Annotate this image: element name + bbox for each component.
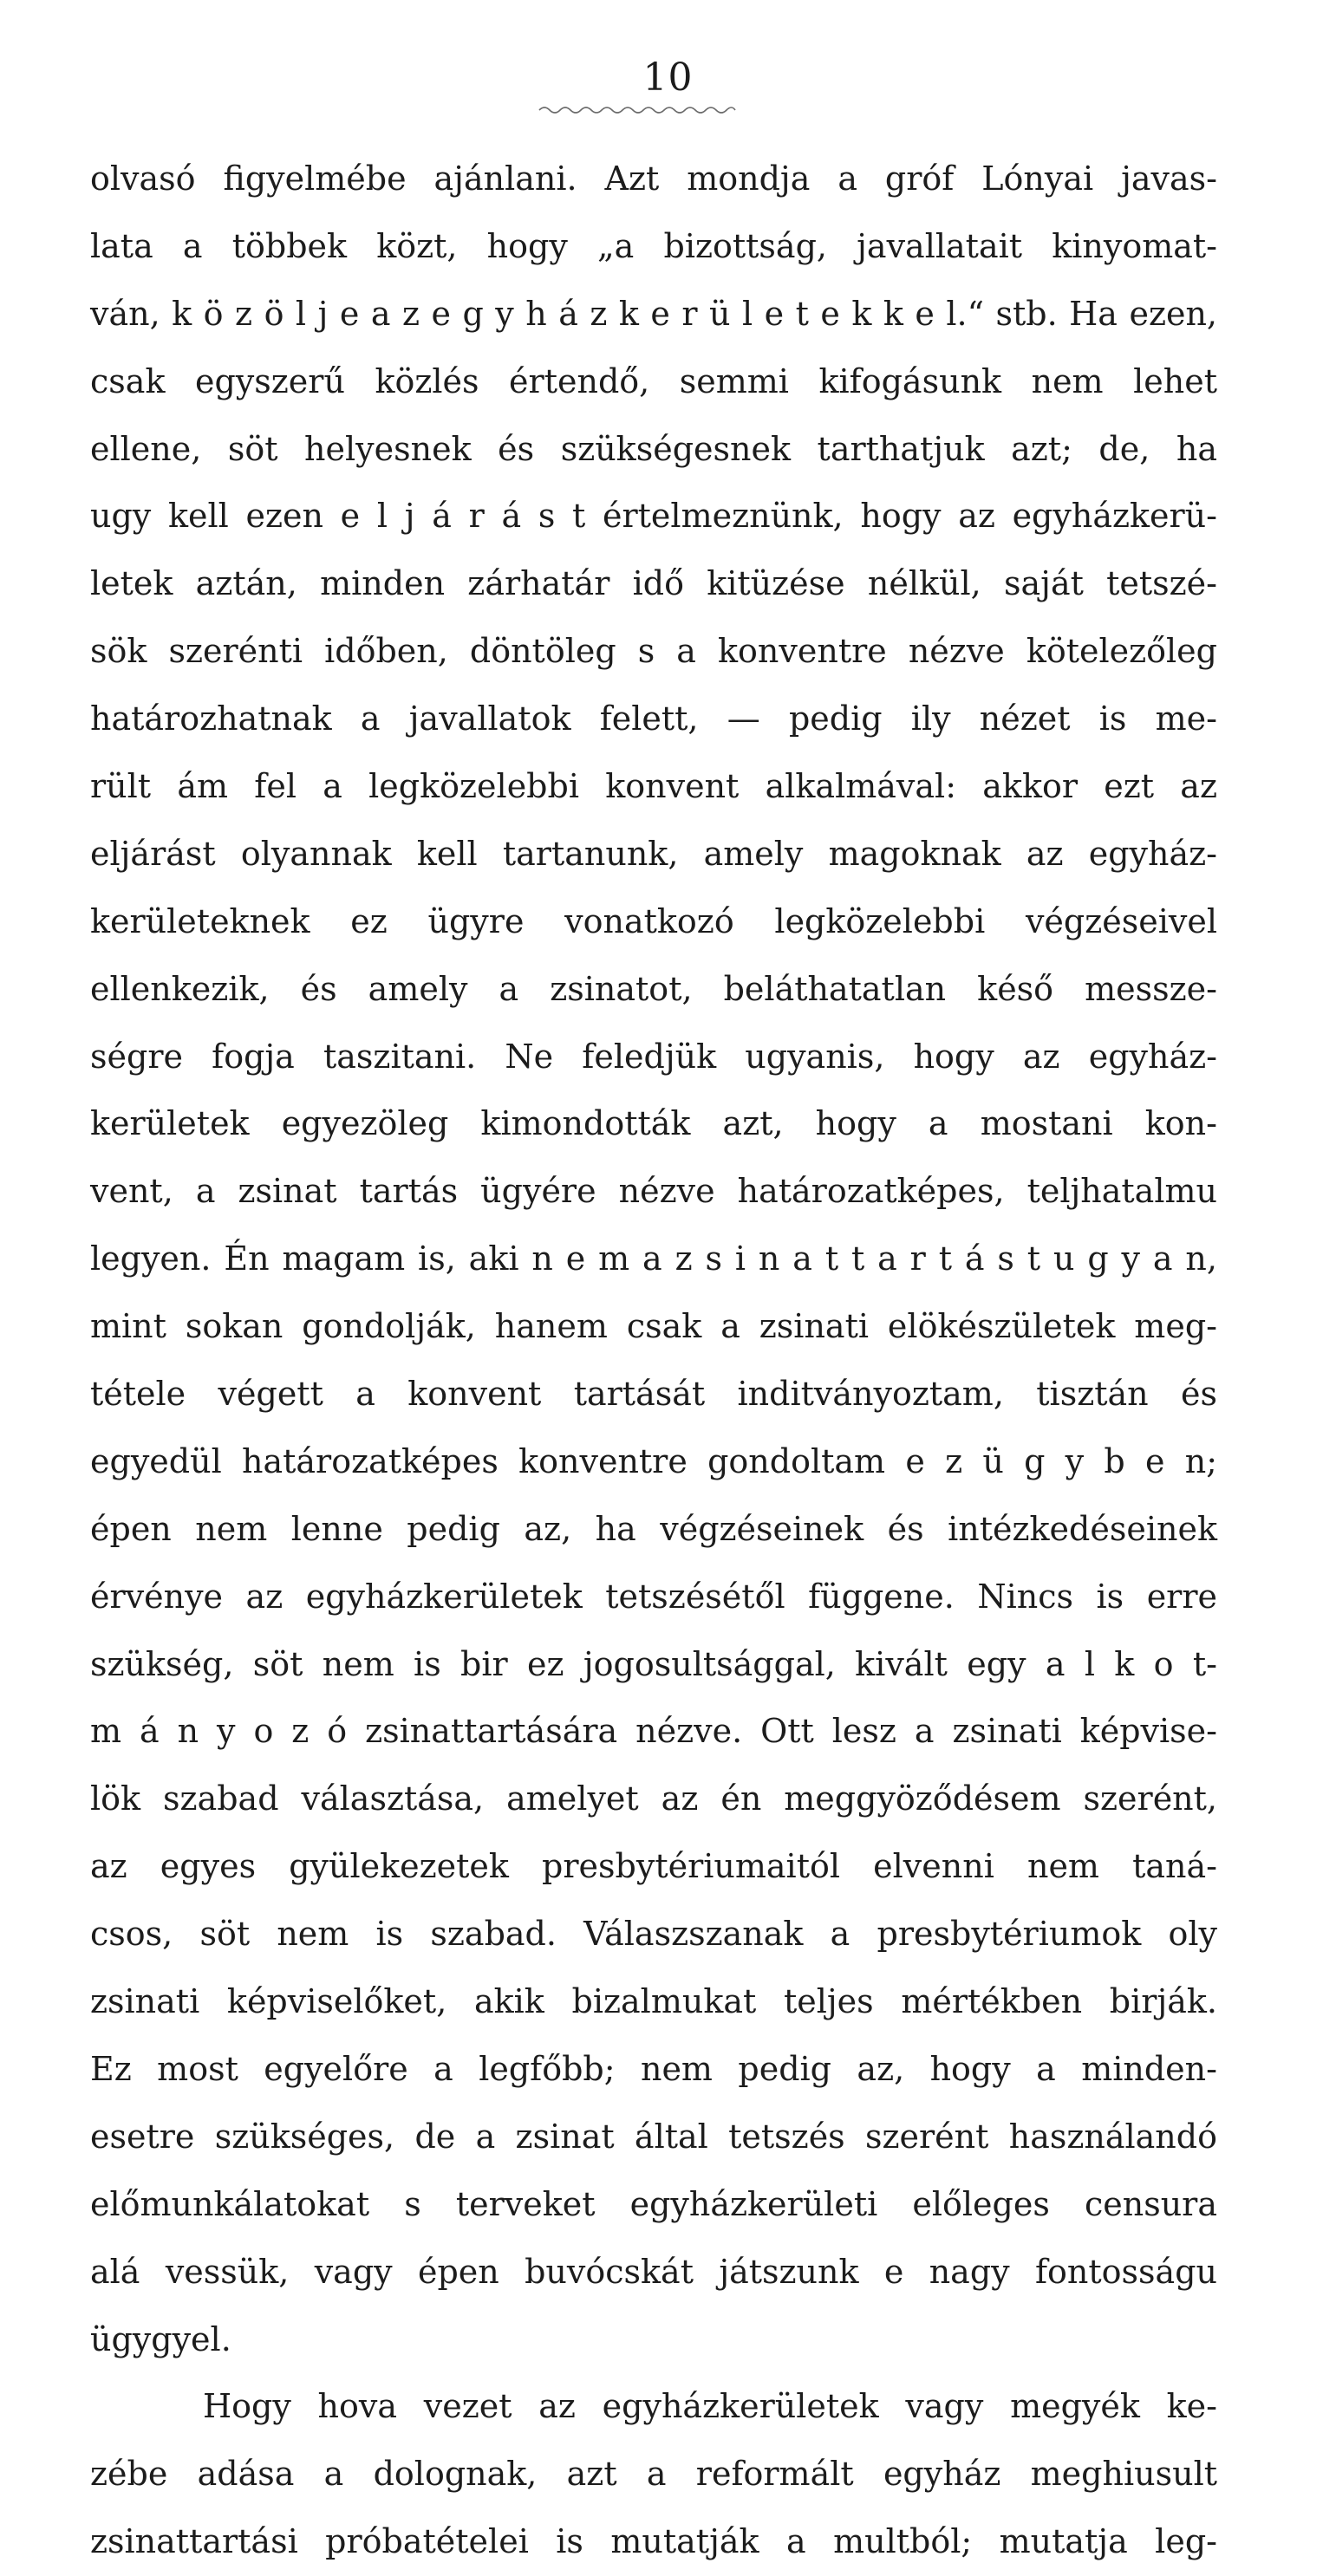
text-line: ügygyel.	[90, 2319, 231, 2358]
text-line: ugy kell ezen e l j á r á s t értelmeznünk, hogy az egyházkerü-	[90, 497, 1217, 536]
text-line: vent, a zsinat tartás ügyére nézve határozatképes, teljhatalmu	[90, 1172, 1217, 1211]
text-line: esetre szükséges, de a zsinat által tetszés szerént használandó	[90, 2117, 1217, 2156]
text-line: kerületeknek ez ügyre vonatkozó legközelebbi végzéseivel	[90, 901, 1217, 940]
text-line: eljárást olyannak kell tartanunk, amely magoknak az egyház-	[90, 834, 1217, 873]
text-line: zébe adása a dolognak, azt a reformált egyház meghiusult	[90, 2455, 1217, 2494]
text-line: érvénye az egyházkerületek tetszésétől függene. Nincs is erre	[90, 1577, 1217, 1616]
page-number: 10	[642, 55, 694, 100]
text-line: ellene, söt helyesnek és szükségesnek tarthatjuk azt; de, ha	[90, 429, 1217, 468]
text-line: Ez most egyelőre a legfőbb; nem pedig az, hogy a minden-	[90, 2049, 1217, 2088]
text-line: zsinati képviselőket, akik bizalmukat teljes mértékben birják.	[90, 1982, 1217, 2021]
text-line: m á n y o z ó zsinattartására nézve. Ott lesz a zsinati képvise-	[90, 1712, 1217, 1751]
text-line: ellenkezik, és amely a zsinatot, beláthatatlan késő messze-	[90, 969, 1217, 1008]
text-line: épen nem lenne pedig az, ha végzéseinek és intézkedéseinek	[90, 1509, 1217, 1548]
text-line: sök szerénti időben, döntöleg s a konventre nézve kötelezőleg	[90, 632, 1217, 671]
text-line: szükség, söt nem is bir ez jogosultsággal, kivált egy a l k o t-	[90, 1644, 1217, 1683]
text-line: lök szabad választása, amelyet az én meggyöződésem szerént,	[90, 1779, 1217, 1818]
text-line: csak egyszerű közlés értendő, semmi kifogásunk nem lehet	[90, 361, 1217, 400]
body-text	[90, 146, 1217, 2576]
text-line: az egyes gyülekezetek presbytériumaitól elvenni nem taná-	[90, 1847, 1217, 1886]
text-line: előmunkálatokat s terveket egyházkerületi előleges censura	[90, 2184, 1217, 2223]
text-line: kerületek egyezöleg kimondották azt, hogy a mostani kon-	[90, 1104, 1217, 1143]
text-line: ségre fogja taszitani. Ne feledjük ugyanis, hogy az egyház-	[90, 1037, 1217, 1076]
text-line: tétele végett a konvent tartását inditványoztam, tisztán és	[90, 1375, 1217, 1414]
ornament-divider	[538, 104, 737, 116]
text-line: olvasó figyelmébe ajánlani. Azt mondja a gróf Lónyai javas-	[90, 159, 1217, 198]
text-line: letek aztán, minden zárhatár idő kitüzése nélkül, saját tetszé-	[90, 564, 1217, 603]
text-line: mint sokan gondolják, hanem csak a zsinati elökészületek meg-	[90, 1307, 1217, 1346]
text-line: egyedül határozatképes konventre gondoltam e z ü g y b e n;	[90, 1441, 1217, 1480]
text-line: alá vessük, vagy épen buvócskát játszunk e nagy fontosságu	[90, 2252, 1217, 2291]
text-line: csos, söt nem is szabad. Válaszszanak a presbytériumok oly	[90, 1915, 1217, 1954]
text-line: határozhatnak a javallatok felett, — pedig ily nézet is me-	[90, 699, 1217, 738]
text-line: ván, k ö z ö l j e a z e g y h á z k e r ü l e t e k k e l.“ stb. Ha ezen,	[90, 294, 1217, 333]
text-line: zsinattartási próbatételei is mutatják a multból; mutatja leg-	[90, 2522, 1217, 2561]
text-line: Hogy hova vezet az egyházkerületek vagy megyék ke-	[203, 2387, 1217, 2426]
text-line: rült ám fel a legközelebbi konvent alkalmával: akkor ezt az	[90, 767, 1217, 806]
text-line: legyen. Én magam is, aki n e m a z s i n a t t a r t á s t u g y a n,	[90, 1239, 1217, 1278]
text-line: lata a többek közt, hogy „a bizottság, javallatait kinyomat-	[90, 226, 1217, 265]
